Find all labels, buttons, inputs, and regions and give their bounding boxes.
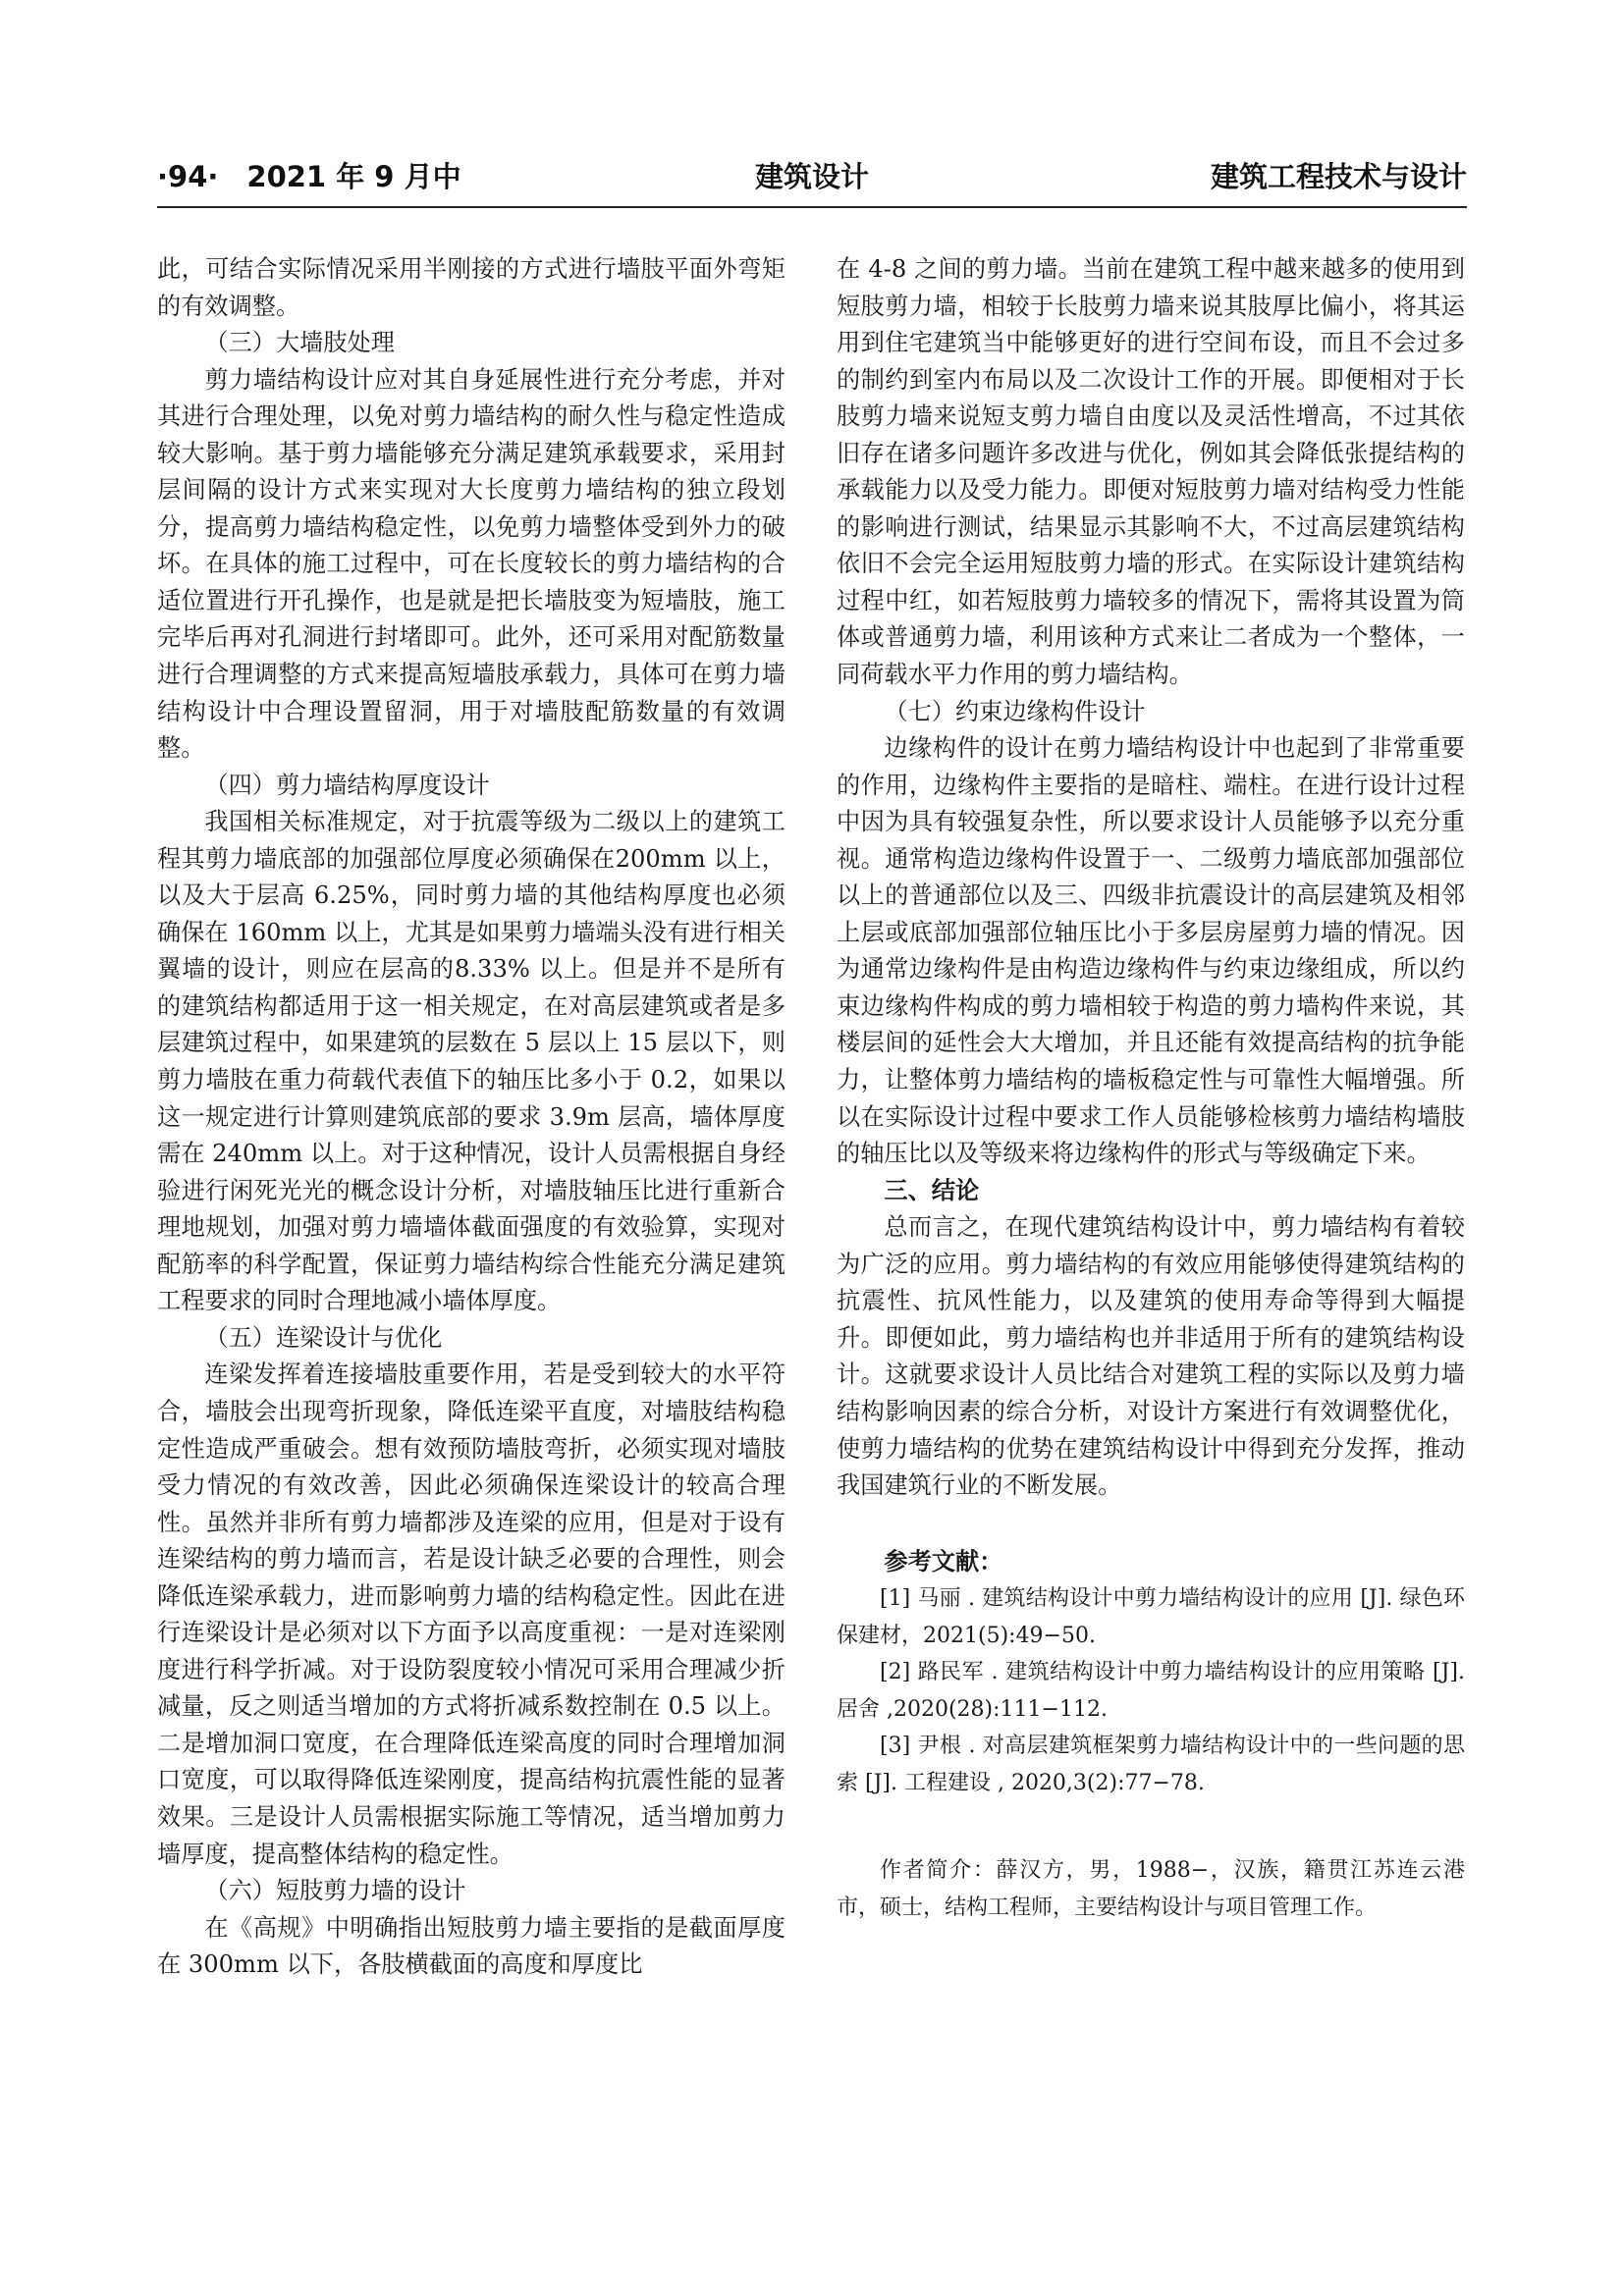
subsection-heading: （四）剪力墙结构厚度设计 xyxy=(204,771,490,799)
references-title: 参考文献： xyxy=(884,1547,1003,1575)
paragraph: 此，可结合实际情况采用半刚接的方式进行墙肢平面外弯矩的有效调整。 xyxy=(157,255,785,320)
section-heading-conclusion: 三、结论 xyxy=(884,1176,980,1204)
reference-item: [1] 马丽 . 建筑结构设计中剪力墙结构设计的应用 [J]. 绿色环保建材，2021(5):49−50. xyxy=(837,1586,1465,1648)
running-header xyxy=(157,155,1467,202)
subsection-heading: （六）短肢剪力墙的设计 xyxy=(204,1877,466,1905)
subsection-heading: （七）约束边缘构件设计 xyxy=(884,697,1146,725)
paragraph: 连梁发挥着连接墙肢重要作用，若是受到较大的水平符合，墙肢会出现弯折现象，降低连梁平直度，对墙肢结构稳定性造成严重破会。想有效预防墙肢弯折，必须实现对墙肢受力情况的有效改善，因此必须确保连梁设计的较高合理性。虽然并非所有剪力墙都涉及连梁的应用，但是对于设有连梁结构的剪力墙而言，若是设计缺乏必要的合理性，则会降低连梁承载力，进而影响剪力墙的结构稳定性。因此在进行连梁设计是必须对以下方面予以高度重视：一是对连梁刚度进行科学折减。对于设防裂度较小情况可采用合理减少折减量，反之则适当增加的方式将折减系数控制在 0.5 以上。二是增加洞口宽度，在合理降低连梁高度的同时合理增加洞口宽度，可以取得降低连梁刚度，提高结构抗震性能的显著效果。三是设计人员需根据实际施工等情况，适当增加剪力墙厚度，提高整体结构的稳定性。 xyxy=(157,1361,785,1868)
paragraph: 我国相关标准规定，对于抗震等级为二级以上的建筑工程其剪力墙底部的加强部位厚度必须确保在200mm 以上，以及大于层高 6.25%，同时剪力墙的其他结构厚度也必须确保在 160mm 以上，尤其是如果剪力墙端头没有进行相关翼墙的设计，则应在层高的8.33% 以上。但是并不是所有的建筑结构都适用于这一相关规定，在对高层建筑或者是多层建筑过程中，如果建筑的层数在 5 层以上 15 层以下，则剪力墙肢在重力荷载代表值下的轴压比多小于 0.2，如果以这一规定进行计算则建筑底部的要求 3.9m 层高，墙体厚度需在 240mm 以上。对于这种情况，设计人员需根据自身经验进行闲死光光的概念设计分析，对墙肢轴压比进行重新合理地规划，加强对剪力墙墙体截面强度的有效验算，实现对配筋率的科学配置，保证剪力墙结构综合性能充分满足建筑工程要求的同时合理地减小墙体厚度。 xyxy=(157,808,785,1315)
author-bio: 作者简介：薛汉方，男，1988−，汉族，籍贯江苏连云港市，硕士，结构工程师，主要结构设计与项目管理工作。 xyxy=(837,1858,1465,1920)
reference-item: [3] 尹根 . 对高层建筑框架剪力墙结构设计中的一些问题的思索 [J]. 工程建设 , 2020,3(2):77−78. xyxy=(837,1734,1465,1795)
subsection-heading: （三）大墙肢处理 xyxy=(204,329,395,357)
page-issue: ·94· 2021 年 9 月中 xyxy=(157,160,461,193)
paragraph: 在《高规》中明确指出短肢剪力墙主要指的是截面厚度在 300mm 以下，各肢横截面的高度和厚度比 xyxy=(157,1913,785,1979)
paragraph: 边缘构件的设计在剪力墙结构设计中也起到了非常重要的作用，边缘构件主要指的是暗柱、端柱。在进行设计过程中因为具有较强复杂性，所以要求设计人员能够予以充分重视。通常构造边缘构件设置于一、二级剪力墙底部加强部位以上的普通部位以及三、四级非抗震设计的高层建筑及相邻上层或底部加强部位轴压比小于多层房屋剪力墙的情况。因为通常边缘构件是由构造边缘构件与约束边缘组成，所以约束边缘构件构成的剪力墙相较于构造的剪力墙构件来说，其楼层间的延性会大大增加，并且还能有效提高结构的抗争能力，让整体剪力墙结构的墙板稳定性与可靠性大幅增强。所以在实际设计过程中要求工作人员能够检核剪力墙结构墙肢的轴压比以及等级来将边缘构件的形式与等级确定下来。 xyxy=(837,734,1465,1168)
left-column xyxy=(157,251,785,1984)
header-rule xyxy=(157,206,1467,208)
paragraph: 剪力墙结构设计应对其自身延展性进行充分考虑，并对其进行合理处理，以免对剪力墙结构的耐久性与稳定性造成较大影响。基于剪力墙能够充分满足建筑承载要求，采用封层间隔的设计方式来实现对大长度剪力墙结构的独立段划分，提高剪力墙结构稳定性，以免剪力墙整体受到外力的破坏。在具体的施工过程中，可在长度较长的剪力墙结构的合适位置进行开孔操作，也是就是把长墙肢变为短墙肢，施工完毕后再对孔洞进行封堵即可。此外，还可采用对配筋数量进行合理调整的方式来提高短墙肢承载力，具体可在剪力墙结构设计中合理设置留洞，用于对墙肢配筋数量的有效调整。 xyxy=(157,365,785,763)
section-title: 建筑设计 xyxy=(754,160,869,193)
journal-title: 建筑工程技术与设计 xyxy=(1210,160,1467,193)
paragraph: 总而言之，在现代建筑结构设计中，剪力墙结构有着较为广泛的应用。剪力墙结构的有效应用能够使得建筑结构的抗震性、抗风性能力，以及建筑的使用寿命等得到大幅提升。即便如此，剪力墙结构也并非适用于所有的建筑结构设计。这就要求设计人员比结合对建筑工程的实际以及剪力墙结构影响因素的综合分析，对设计方案进行有效调整优化，使剪力墙结构的优势在建筑结构设计中得到充分发挥，推动我国建筑行业的不断发展。 xyxy=(837,1213,1465,1500)
paragraph: 在 4-8 之间的剪力墙。当前在建筑工程中越来越多的使用到短肢剪力墙，相较于长肢剪力墙来说其肢厚比偏小，将其运用到住宅建筑当中能够更好的进行空间布设，而且不会过多的制约到室内布局以及二次设计工作的开展。即便相对于长肢剪力墙来说短支剪力墙自由度以及灵活性增高，不过其依旧存在诸多问题许多改进与优化，例如其会降低张提结构的承载能力以及受力能力。即便对短肢剪力墙对结构受力性能的影响进行测试，结果显示其影响不大，不过高层建筑结构依旧不会完全运用短肢剪力墙的形式。在实际设计建筑结构过程中红，如若短肢剪力墙较多的情况下，需将其设置为筒体或普通剪力墙，利用该种方式来让二者成为一个整体，一同荷载水平力作用的剪力墙结构。 xyxy=(837,255,1465,689)
subsection-heading: （五）连梁设计与优化 xyxy=(204,1323,443,1352)
right-column xyxy=(837,251,1465,1927)
reference-item: [2] 路民军 . 建筑结构设计中剪力墙结构设计的应用策略 [J]. 居舍 ,2020(28):111−112. xyxy=(837,1660,1465,1722)
